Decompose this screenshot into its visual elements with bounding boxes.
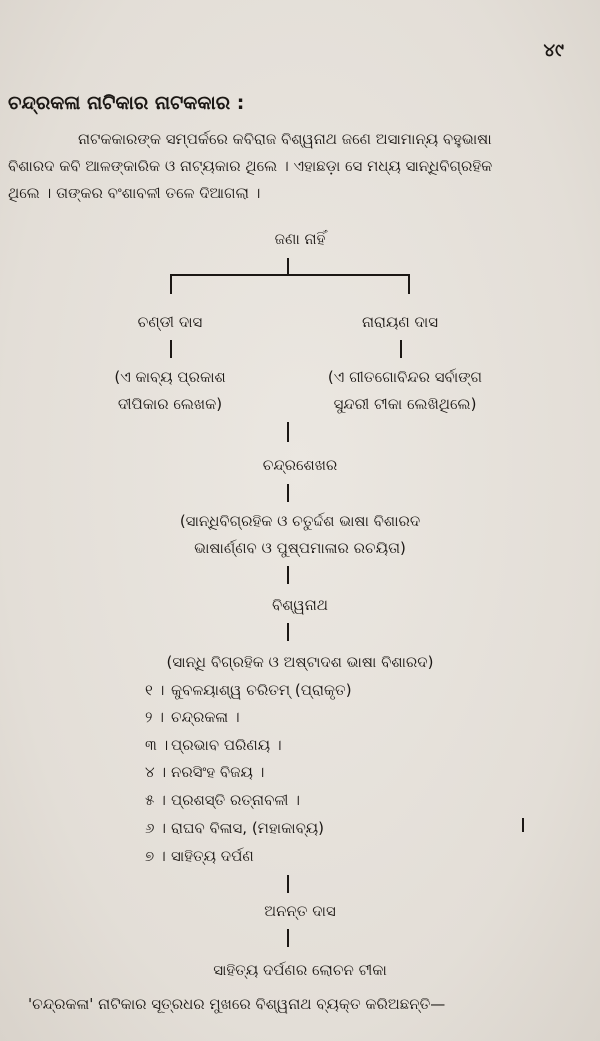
tree-root: ଜଣା ନାହିଁ — [274, 230, 326, 248]
work-title: ରାଘବ ବିଳାସ, (ମହାକାବ୍ୟ) — [171, 819, 325, 837]
tree-connector — [400, 340, 402, 358]
chandrasekhar-name: ଚନ୍ଦ୍ରଶେଖର — [262, 456, 338, 474]
work-title: ଚନ୍ଦ୍ରକଳା । — [171, 708, 240, 726]
work-item — [145, 819, 324, 837]
vishwanath-name: ବିଶ୍ୱନାଥ — [272, 596, 328, 614]
vishwanath-note: (ସାନ୍ଧି ବିଗ୍ରହିକ ଓ ଅଷ୍ଟାଦଶ ଭାଷା ବିଶାରଦ) — [166, 653, 434, 671]
work-number: ୫ । — [145, 791, 166, 809]
tree-connector — [170, 340, 172, 358]
work-number: ୩ । — [145, 736, 169, 754]
section-heading: ଚନ୍ଦ୍ରକଳା ନାଟିକାର ନାଟକକାର : — [8, 92, 245, 114]
work-title: ପ୍ରଶସ୍ତି ରତ୍ନାବଳୀ । — [171, 791, 300, 809]
tree-connector — [287, 929, 289, 947]
work-item — [145, 681, 352, 699]
paragraph-line-2: ବିଶାରଦ କବି ଆଳଙ୍କାରିକ ଓ ନାଟ୍ୟକାର ଥିଲେ । ଏହାଛଡ଼ା ସେ ମଧ୍ୟ ସାନ୍ଧିବିଗ୍ରହିକ — [8, 157, 493, 175]
work-title: ସାହିତ୍ୟ ଦର୍ପଣ — [171, 847, 254, 865]
work-number: ୨ । — [145, 708, 164, 726]
tree-connector — [287, 623, 289, 641]
tree-connector — [170, 276, 172, 294]
work-item — [145, 708, 240, 726]
work-title: ପ୍ରଭାବ ପରିଣୟ । — [171, 736, 282, 754]
footer-line: 'ଚନ୍ଦ୍ରକଳା' ନାଟିକାର ସୂତ୍ରଧର ମୁଖରେ ବିଶ୍ୱନାଥ ବ୍ୟକ୍ତ କରିଅଛନ୍ତି— — [28, 995, 446, 1013]
tree-connector — [408, 276, 410, 294]
work-title: ନରସିଂହ ବିଜୟ । — [171, 763, 265, 781]
paragraph-line-3: ଥିଲେ । ତାଙ୍କର ବଂଶାବଳୀ ତଳେ ଦିଆଗଲା । — [8, 184, 261, 202]
work-number: ୬ । — [145, 819, 166, 837]
chandrasekhar-note-1: (ସାନ୍ଧିବିଗ୍ରହିକ ଓ ଚତୁର୍ଦ୍ଦଶ ଭାଷା ବିଶାରଦ — [179, 512, 421, 530]
tree-connector — [287, 875, 289, 893]
work-item — [145, 763, 264, 781]
right-child-note-1: (ଏ ଗୀତଗୋବିନ୍ଦର ସର୍ବାଙ୍ଗ — [327, 368, 483, 386]
tree-connector — [287, 566, 289, 584]
work-item — [145, 847, 254, 865]
final-commentary: ସାହିତ୍ୟ ଦର୍ପଣର ଲୋଚନ ଟୀକା — [213, 961, 387, 979]
tree-branch-line — [170, 274, 410, 276]
chandrasekhar-note-2: ଭାଷାର୍ଣ୍ଣବ ଓ ପୁଷ୍ପମାଳାର ରଚୟିତା) — [194, 539, 406, 557]
tree-connector — [287, 422, 289, 442]
right-child-name: ନାରାୟଣ ଦାସ — [362, 313, 438, 331]
left-child-name: ଚଣ୍ଡୀ ଦାସ — [137, 313, 203, 331]
left-child-note-2: ଦୀପିକାର ଲେଖକ) — [117, 395, 223, 413]
work-item — [145, 791, 300, 809]
left-child-note-1: (ଏ କାବ୍ୟ ପ୍ରକାଶ — [114, 368, 226, 386]
work-title: କୁବଳୟାଶ୍ୱ ଚରିତମ୍ (ପ୍ରାକୃତ) — [171, 681, 352, 699]
tree-connector — [287, 258, 289, 274]
work-number: ୭ । — [145, 847, 166, 865]
paragraph-line-1: ନାଟକକାରଙ୍କ ସମ୍ପର୍କରେ କବିରାଜ ବିଶ୍ୱନାଥ ଜଣେ ଅସାମାନ୍ୟ ବହୁଭାଷା — [78, 130, 492, 148]
right-child-note-2: ସୁନ୍ଦରୀ ଟୀକା ଲେଖିଥିଲେ) — [333, 395, 477, 413]
work-number: ୧ । — [145, 681, 165, 699]
ananta-name: ଅନନ୍ତ ଦାସ — [264, 902, 336, 920]
work-number: ୪ । — [145, 763, 167, 781]
work-item — [145, 736, 282, 754]
page-number: ୪୯ — [543, 40, 564, 61]
margin-mark — [522, 818, 524, 832]
tree-connector — [287, 484, 289, 502]
